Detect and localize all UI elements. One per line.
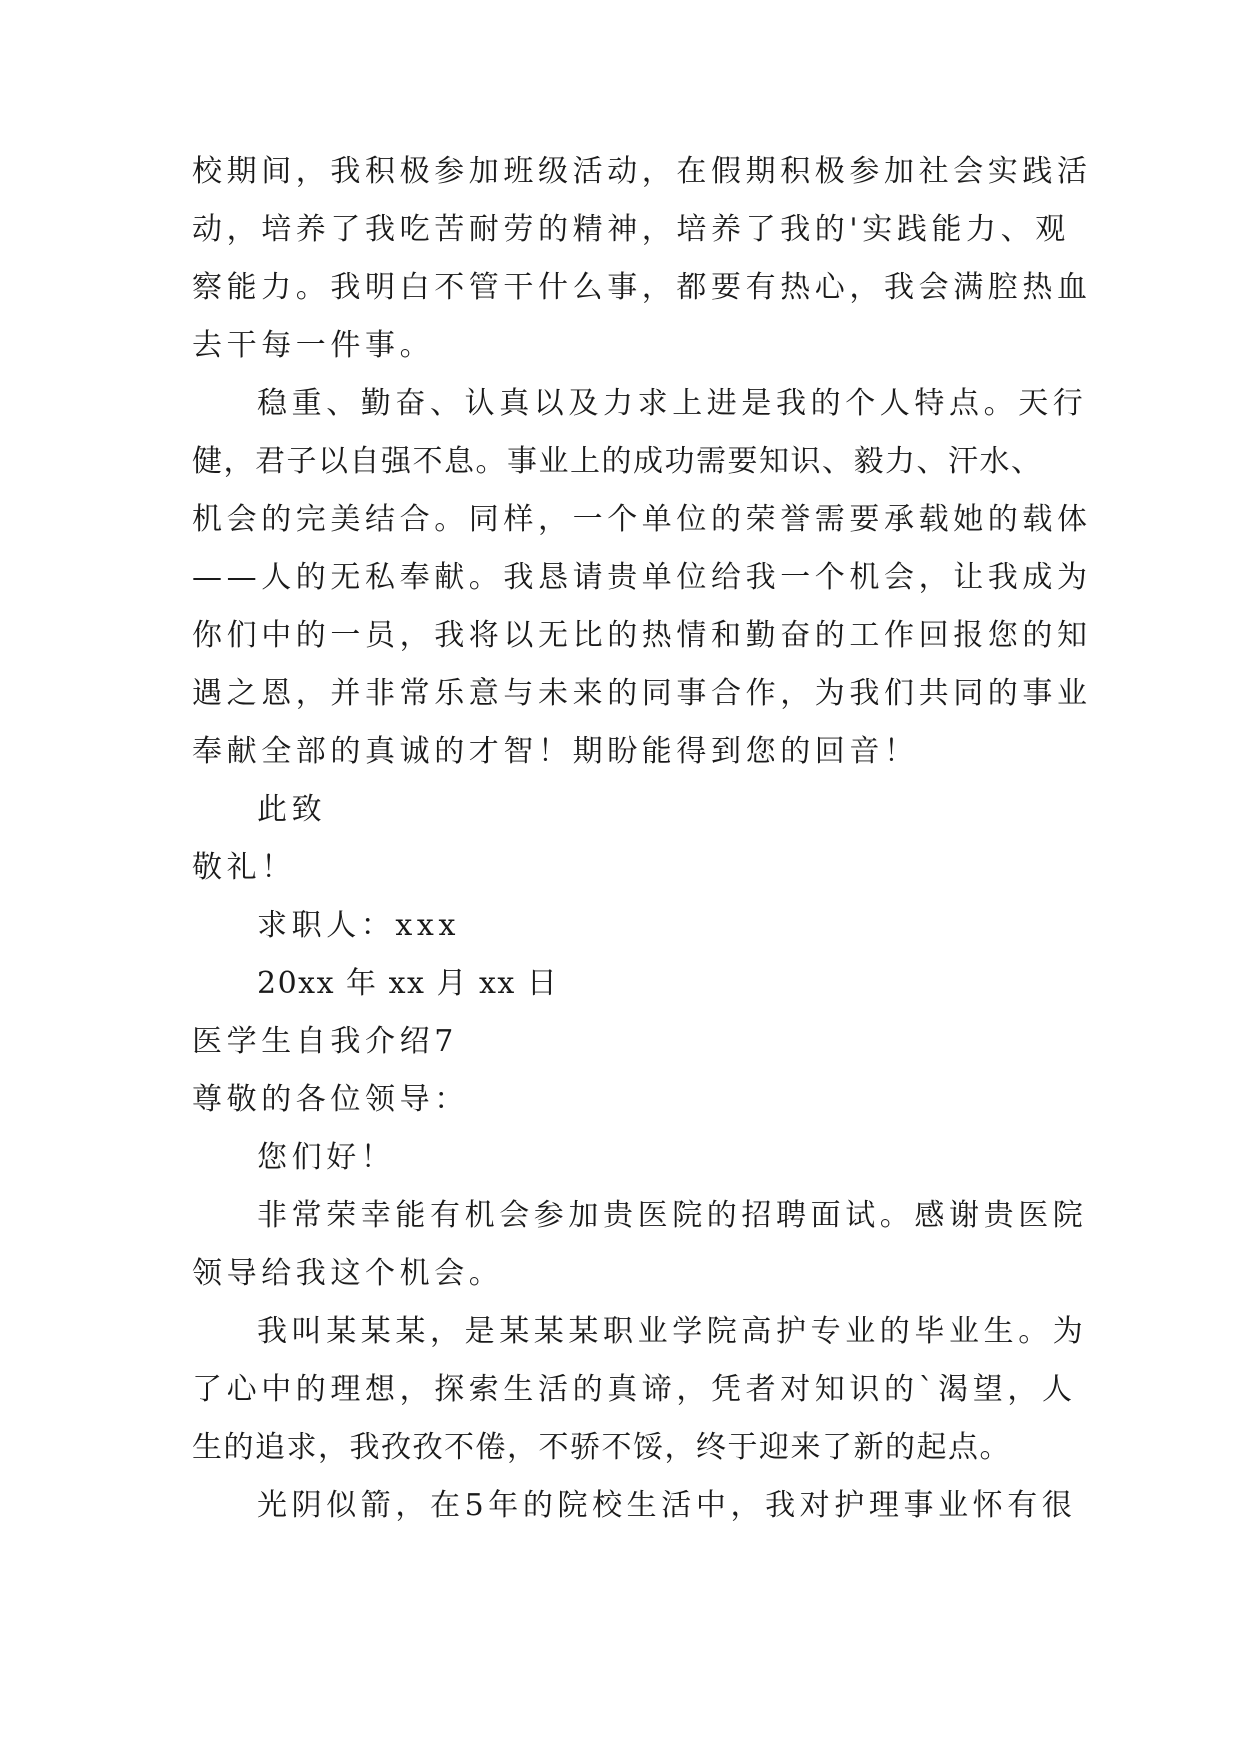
paragraph-line: 校期间，我积极参加班级活动，在假期积极参加社会实践活 <box>192 154 1092 189</box>
greeting-line: 您们好！ <box>257 1140 396 1175</box>
paragraph-line: 遇之恩，并非常乐意与未来的同事合作，为我们共同的事业 <box>192 676 1092 711</box>
paragraph-line: 生的追求，我孜孜不倦，不骄不馁，终于迎来了新的起点。 <box>192 1430 1011 1465</box>
paragraph-line: 稳重、勤奋、认真以及力求上进是我的个人特点。天行 <box>257 386 1088 421</box>
paragraph-line: 我叫某某某，是某某某职业学院高护专业的毕业生。为 <box>257 1314 1088 1349</box>
paragraph-line: 了心中的理想，探索生活的真谛，凭者对知识的`渴望，人 <box>192 1372 1077 1407</box>
paragraph-line: ——人的无私奉献。我恳请贵单位给我一个机会，让我成为 <box>192 560 1092 595</box>
paragraph-line: 机会的完美结合。同样，一个单位的荣誉需要承载她的载体 <box>192 502 1092 537</box>
paragraph-line: 光阴似箭，在5年的院校生活中，我对护理事业怀有很 <box>257 1488 1077 1523</box>
paragraph-line: 领导给我这个机会。 <box>192 1256 504 1291</box>
paragraph-line: 察能力。我明白不管干什么事，都要有热心，我会满腔热血 <box>192 270 1092 305</box>
paragraph-line: 健，君子以自强不息。事业上的成功需要知识、毅力、汗水、 <box>192 444 1043 479</box>
section-title: 医学生自我介绍7 <box>192 1024 458 1059</box>
greeting: 尊敬的各位领导： <box>192 1082 469 1117</box>
signature-date: 20xx 年 xx 月 xx 日 <box>257 966 559 1001</box>
paragraph-line: 动，培养了我吃苦耐劳的精神，培养了我的'实践能力、观 <box>192 212 1070 247</box>
paragraph-line: 去干每一件事。 <box>192 328 435 363</box>
closing-salutation: 此致 <box>257 792 327 827</box>
closing-regards: 敬礼！ <box>192 850 296 885</box>
paragraph-line: 奉献全部的真诚的才智！期盼能得到您的回音！ <box>192 734 919 769</box>
signature-name: 求职人：xxx <box>257 908 460 943</box>
paragraph-line: 非常荣幸能有机会参加贵医院的招聘面试。感谢贵医院 <box>257 1198 1088 1233</box>
paragraph-line: 你们中的一员，我将以无比的热情和勤奋的工作回报您的知 <box>192 618 1092 653</box>
